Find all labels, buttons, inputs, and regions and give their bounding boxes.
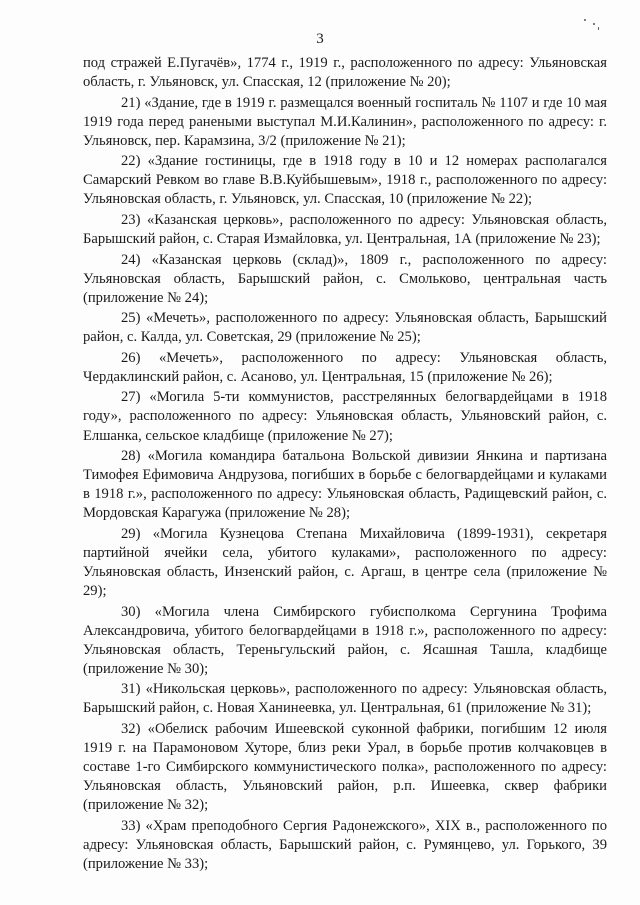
paragraph-item-26: 26) «Мечеть», расположенного по адресу: Ульяновская область, Чердаклинский район, с. Асаново, ул. Центральная, 15 (приложение № 26); <box>83 349 607 385</box>
paragraph-item-30: 30) «Могила члена Симбирского губисполкома Сергунина Трофима Александровича, убитого белогвардейцами в 1918 г.», расположенного по адресу: Ульяновская область, Тереньгульский район, с. Ясашная Ташла, кладбище (приложение № 30); <box>83 603 607 677</box>
paragraph-item-27: 27) «Могила 5-ти коммунистов, расстрелянных белогвардейцами в 1918 году», расположенного по адресу: Ульяновская область, Ульяновский район, с. Елшанка, сельское кладбище (приложение № 27); <box>83 389 607 444</box>
paragraph-item-31: 31) «Никольская церковь», расположенного по адресу: Ульяновская область, Барышский район, с. Новая Ханинеевка, ул. Центральная, 61 (приложение № 31); <box>83 681 607 717</box>
paragraph-item-22: 22) «Здание гостиницы, где в 1918 году в 10 и 12 номерах располагался Самарский Ревком во главе В.В.Куйбышевым», 1918 г., расположенного по адресу: Ульяновская область, г. Ульяновск, ул. Спасская, 10 (приложение № 22); <box>83 153 607 208</box>
paragraph-item-28: 28) «Могила командира батальона Вольской дивизии Янкина и партизана Тимофея Ефимовича Андрузова, погибших в борьбе с белогвардейцами и кулаками в 1918 г.», расположенного по адресу: Ульяновская область, Радищевский район, с. Мордовская Карагужа (приложение № 28); <box>83 448 607 522</box>
paragraph-continuation: под стражей Е.Пугачёв», 1774 г., 1919 г., расположенного по адресу: Ульяновская область, г. Ульяновск, ул. Спасская, 12 (приложение № 20); <box>83 55 607 91</box>
paragraph-item-23: 23) «Казанская церковь», расположенного по адресу: Ульяновская область, Барышский район, с. Старая Измайловка, ул. Центральная, 1А (приложение № 23); <box>83 211 607 248</box>
paragraph-item-29: 29) «Могила Кузнецова Степана Михайловича (1899-1931), секретаря партийной ячейки села, убитого кулаками», расположенного по адресу: Ульяновская область, Инзенский район, с. Аргаш, в центре села (приложение № 29); <box>83 525 607 600</box>
paragraph-item-33: 33) «Храм преподобного Сергия Радонежского», XIX в., расположенного по адресу: Ульяновская область, Барышский район, с. Румянцево, ул. Горького, 39 (приложение № 33); <box>83 817 607 872</box>
document-body <box>83 54 607 875</box>
scan-speck <box>598 27 599 30</box>
paragraph-item-32: 32) «Обелиск рабочим Ишеевской суконной фабрики, погибшим 12 июля 1919 г. на Парамоновом Хуторе, близ реки Урал, в борьбе против колчаковцев в составе 1-го Симбирского коммунистического полка», расположенного по адресу: Ульяновская область, Ульяновский район, р.п. Ишеевка, сквер фабрики (приложение № 32); <box>83 720 607 814</box>
paragraph-item-21: 21) «Здание, где в 1919 г. размещался военный госпиталь № 1107 и где 10 мая 1919 года перед ранеными выступал М.И.Калинин», расположенного по адресу: г. Ульяновск, пер. Карамзина, 3/2 (приложение № 21); <box>83 94 607 149</box>
scan-speck <box>593 23 595 25</box>
scan-speck <box>584 19 586 21</box>
paragraph-item-25: 25) «Мечеть», расположенного по адресу: Ульяновская область, Барышский район, с. Калда, ул. Советская, 29 (приложение № 25); <box>83 310 607 346</box>
page-number: 3 <box>316 31 324 47</box>
paragraph-item-24: 24) «Казанская церковь (склад)», 1809 г., расположенного по адресу: Ульяновская область, Барышский район, с. Смольково, центральная часть (приложение № 24); <box>83 251 607 306</box>
